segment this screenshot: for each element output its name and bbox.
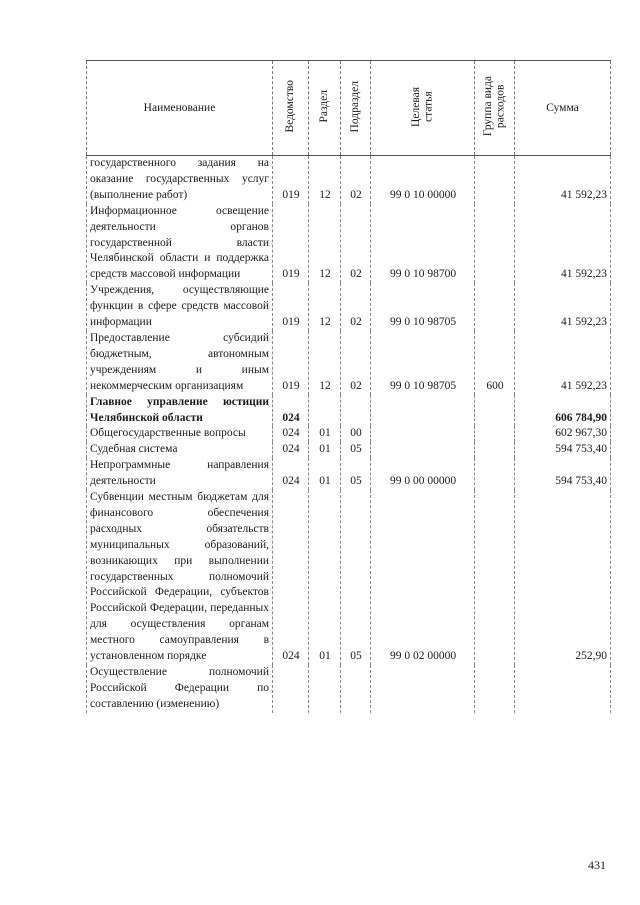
table-header-row — [87, 61, 611, 156]
table-row — [87, 283, 611, 331]
budget-table — [86, 60, 611, 713]
row-gruppa — [475, 458, 515, 490]
header-celevaya-line2: статья — [422, 91, 435, 122]
row-podrazdel — [341, 665, 371, 713]
row-gruppa — [475, 490, 515, 665]
table-row — [87, 156, 611, 204]
header-summa: Сумма — [515, 61, 611, 156]
row-razdel: 01 — [309, 442, 341, 458]
row-vedomstvo: 019 — [273, 204, 309, 284]
table-row — [87, 331, 611, 395]
table-row — [87, 490, 611, 665]
row-podrazdel: 02 — [341, 283, 371, 331]
row-razdel: 01 — [309, 426, 341, 442]
row-name: Осуществление полномочий Российской Федерации по составлению (изменению) — [87, 665, 273, 713]
row-name: Информационное освещение деятельности органов государственной власти Челябинской области и поддержка средств массовой информации — [87, 204, 273, 284]
row-podrazdel — [341, 395, 371, 427]
row-razdel: 12 — [309, 204, 341, 284]
row-vedomstvo — [273, 665, 309, 713]
header-vedomstvo — [273, 61, 309, 156]
header-podrazdel-label: Подраздел — [349, 80, 362, 133]
row-summa: 602 967,30 — [515, 426, 611, 442]
header-razdel-label: Раздел — [318, 90, 331, 123]
row-celevaya — [371, 665, 475, 713]
table-row — [87, 458, 611, 490]
row-vedomstvo: 024 — [273, 458, 309, 490]
row-podrazdel: 00 — [341, 426, 371, 442]
row-celevaya: 99 0 10 00000 — [371, 156, 475, 204]
row-celevaya — [371, 442, 475, 458]
header-vedomstvo-label: Ведомство — [284, 80, 297, 133]
row-summa: 41 592,23 — [515, 283, 611, 331]
header-podrazdel — [341, 61, 371, 156]
header-razdel — [309, 61, 341, 156]
row-vedomstvo: 024 — [273, 442, 309, 458]
row-name: Непрограммные направления деятельности — [87, 458, 273, 490]
row-summa: 41 592,23 — [515, 204, 611, 284]
row-celevaya: 99 0 02 00000 — [371, 490, 475, 665]
row-razdel: 01 — [309, 490, 341, 665]
row-razdel: 01 — [309, 458, 341, 490]
row-name: государственного задания на оказание государственных услуг (выполнение работ) — [87, 156, 273, 204]
row-gruppa — [475, 204, 515, 284]
row-name: Судебная система — [87, 442, 273, 458]
row-gruppa — [475, 283, 515, 331]
row-celevaya — [371, 426, 475, 442]
header-celevaya-label — [410, 87, 435, 127]
row-vedomstvo: 019 — [273, 283, 309, 331]
row-celevaya — [371, 395, 475, 427]
header-name: Наименование — [87, 61, 273, 156]
header-gruppa-line2: расходов — [494, 84, 507, 129]
row-podrazdel: 05 — [341, 458, 371, 490]
row-vedomstvo: 019 — [273, 331, 309, 395]
row-podrazdel: 05 — [341, 490, 371, 665]
row-gruppa — [475, 395, 515, 427]
row-vedomstvo: 024 — [273, 426, 309, 442]
row-summa: 594 753,40 — [515, 442, 611, 458]
row-podrazdel: 05 — [341, 442, 371, 458]
table-row — [87, 426, 611, 442]
row-name: Учреждения, осуществляющие функции в сфере средств массовой информации — [87, 283, 273, 331]
row-gruppa — [475, 442, 515, 458]
row-celevaya: 99 0 00 00000 — [371, 458, 475, 490]
row-summa — [515, 665, 611, 713]
row-summa: 41 592,23 — [515, 156, 611, 204]
row-gruppa: 600 — [475, 331, 515, 395]
header-celevaya-line1: Целевая — [409, 86, 422, 127]
row-razdel — [309, 665, 341, 713]
row-vedomstvo: 024 — [273, 490, 309, 665]
row-name: Главное управление юстиции Челябинской области — [87, 395, 273, 427]
table-row — [87, 665, 611, 713]
row-razdel: 12 — [309, 156, 341, 204]
header-gruppa-label — [482, 76, 507, 136]
row-vedomstvo: 024 — [273, 395, 309, 427]
row-name: Предоставление субсидий бюджетным, автономным учреждениям и иным некоммерческим организациям — [87, 331, 273, 395]
row-vedomstvo: 019 — [273, 156, 309, 204]
row-gruppa — [475, 156, 515, 204]
row-podrazdel: 02 — [341, 331, 371, 395]
row-name: Субвенции местным бюджетам для финансового обеспечения расходных обязательств муниципальных образований, возникающих при выполнении государственных полномочий Российской Федерации, субъектов Российской Федерации, переданных для осуществления органам местного самоуправления в установленном порядке — [87, 490, 273, 665]
row-gruppa — [475, 665, 515, 713]
table-row — [87, 204, 611, 284]
page-number: 431 — [588, 858, 606, 872]
row-razdel: 12 — [309, 283, 341, 331]
header-celevaya — [371, 61, 475, 156]
header-gruppa — [475, 61, 515, 156]
row-celevaya: 99 0 10 98700 — [371, 204, 475, 284]
row-summa: 606 784,90 — [515, 395, 611, 427]
row-podrazdel: 02 — [341, 156, 371, 204]
row-gruppa — [475, 426, 515, 442]
row-summa: 594 753,40 — [515, 458, 611, 490]
row-celevaya: 99 0 10 98705 — [371, 283, 475, 331]
row-podrazdel: 02 — [341, 204, 371, 284]
table-row — [87, 395, 611, 427]
row-summa: 252,90 — [515, 490, 611, 665]
row-summa: 41 592,23 — [515, 331, 611, 395]
row-name: Общегосударственные вопросы — [87, 426, 273, 442]
row-razdel — [309, 395, 341, 427]
header-gruppa-line1: Группа вида — [481, 76, 494, 137]
row-razdel: 12 — [309, 331, 341, 395]
table-row — [87, 442, 611, 458]
row-celevaya: 99 0 10 98705 — [371, 331, 475, 395]
table-body — [87, 156, 611, 713]
